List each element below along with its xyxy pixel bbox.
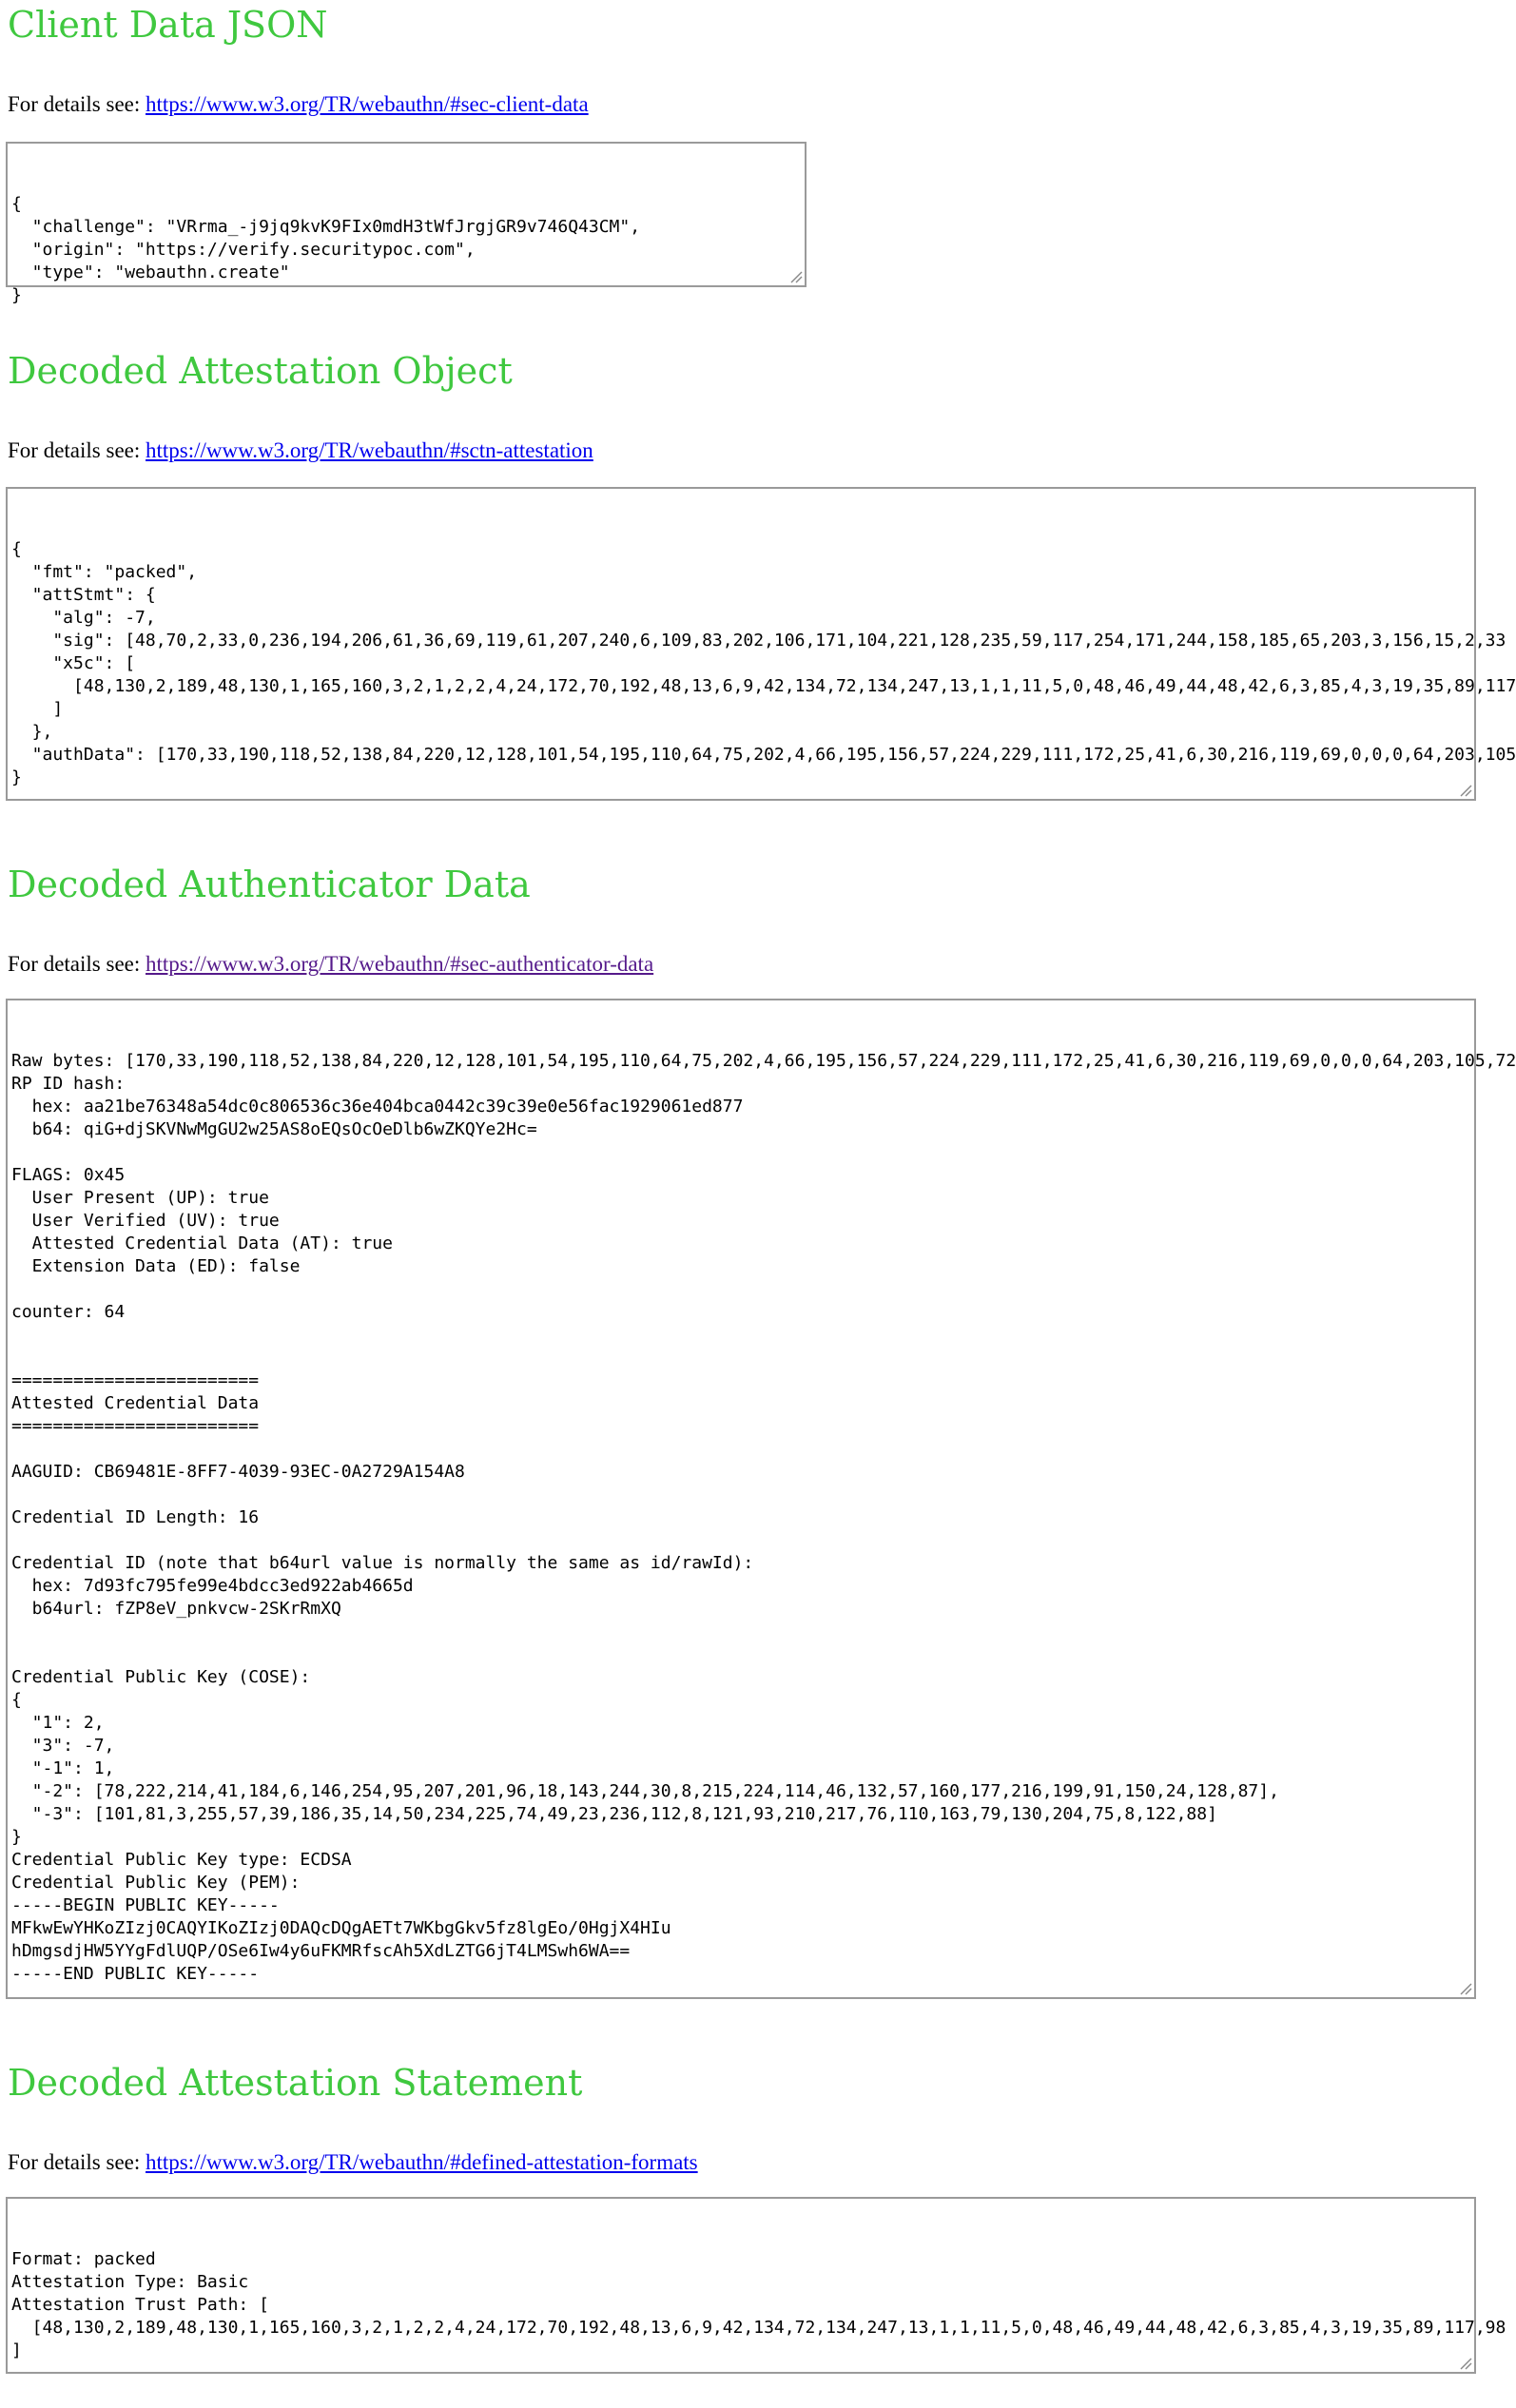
attestation-object-text: { "fmt": "packed", "attStmt": { "alg": -7, "sig": [48,70,2,33,0,236,194,206,61,36,69,119,61,207,240,6,109,83,202,106,171,104,221,128,235,59,117,254,171,244,158,185,65,203,3,156,15,2,33 "x5c": [ [48,130,2,189,48,130,1,165,160,3,2,1,2,2,4,24,172,70,192,48,13,6,9,42,134,72,134,247,13,1,1,11,5,0,48,46,49,44,48,42,6,3,85,4,3,19,35,89,117 ] }, "authData": [170,33,190,118,52,138,84,220,12,128,101,54,195,110,64,75,202,4,66,195,156,57,224,229,111,172,25,41,6,30,216,119,69,0,0,0,64,203,105 } [11,539,1516,787]
authenticator-data-text: Raw bytes: [170,33,190,118,52,138,84,220,12,128,101,54,195,110,64,75,202,4,66,195,156,57,224,229,111,172,25,41,6,30,216,119,69,0,0,0,64,203,105,72 RP ID hash: hex: aa21be76348a54dc0c806536c36e404bca0442c39c39e0e56fac1929061ed877 b64: qiG+djSKVNwMgGU2w25AS8oEQsOcOeDlb6wZKQYe2Hc= FLAGS: 0x45 User Present (UP): true User Verified (UV): true Attested Credential Data (AT): true Extension Data (ED): false counter: 64 ======================== Attested Credential Data ======================== AAGUID: CB69481E-8FF7-4039-93EC-0A2729A154A8 Credential ID Length: 16 Credential ID (note that b64url value is normally the same as id/rawId): hex: 7d93fc795fe99e4bdcc3ed922ab4665d b64url: fZP8eV_pnkvcw-2SKrRmXQ Credential Public Key (COSE): { "1": 2, "3": -7, "-1": 1, "-2": [78,222,214,41,184,6,146,254,95,207,201,96,18,143,244,30,8,215,224,114,46,132,57,160,177,216,199,91,150,24,128,87], "-3": [101,81,3,255,57,39,186,35,14,50,234,225,74,49,23,236,112,8,121,93,210,217,76,110,163,79,130,204,75,8,122,88] } Credential Public Key type: ECDSA Credential Public Key (PEM): -----BEGIN PUBLIC KEY----- MFkwEwYHKoZIzj0CAQYIKoZIzj0DAQcDQgAETt7WKbgGkv5fz8lgEo/0HgjX4HIu hDmgsdjHW5YYgFdlUQP/OSe6Iw4y6uFKMRfscAh5XdLZTG6jT4LMSwh6WA== -----END PUBLIC KEY----- [11,1051,1516,1984]
attestation-object-textarea[interactable] [6,487,1516,801]
authenticator-data-textarea[interactable] [6,999,1516,1999]
client-data-textarea[interactable] [6,142,807,305]
attestation-statement-text: Format: packed Attestation Type: Basic Attestation Trust Path: [ [48,130,2,189,48,130,1,165,160,3,2,1,2,2,4,24,172,70,192,48,13,6,9,42,134,72,134,247,13,1,1,11,5,0,48,46,49,44,48,42,6,3,85,4,3,19,35,89,117,98 ] [11,2249,1506,2360]
resize-grip-icon[interactable] [1459,784,1472,797]
authenticator-data-link[interactable]: https://www.w3.org/TR/webauthn/#sec-authenticator-data [146,952,654,976]
authenticator-data-details [8,951,653,978]
details-prefix: For details see: [8,2150,146,2174]
attestation-statement-heading: Decoded Attestation Statement [8,2062,583,2104]
attestation-statement-textarea[interactable] [6,2197,1506,2374]
client-data-link[interactable]: https://www.w3.org/TR/webauthn/#sec-client-data [146,92,589,116]
attestation-object-section [8,350,593,464]
attestation-object-link[interactable]: https://www.w3.org/TR/webauthn/#sctn-attestation [146,438,593,462]
client-data-text: { "challenge": "VRrma_-j9jq9kvK9FIx0mdH3tWfJrgjGR9v746Q43CM", "origin": "https://verify.securitypoc.com", "type": "webauthn.create" } [11,194,641,305]
resize-grip-icon[interactable] [1459,2357,1472,2370]
details-prefix: For details see: [8,438,146,462]
attestation-statement-details [8,2149,698,2176]
attestation-object-details [8,437,593,464]
details-prefix: For details see: [8,952,146,976]
attestation-statement-link[interactable]: https://www.w3.org/TR/webauthn/#defined-attestation-formats [146,2150,698,2174]
client-data-section [8,4,589,118]
details-prefix: For details see: [8,92,146,116]
authenticator-data-section [8,864,653,978]
client-data-details [8,91,589,118]
authenticator-data-heading: Decoded Authenticator Data [8,864,531,905]
client-data-heading: Client Data JSON [8,4,328,46]
resize-grip-icon[interactable] [789,270,803,283]
resize-grip-icon[interactable] [1459,1982,1472,1995]
attestation-object-heading: Decoded Attestation Object [8,350,513,392]
attestation-statement-section [8,2062,698,2176]
